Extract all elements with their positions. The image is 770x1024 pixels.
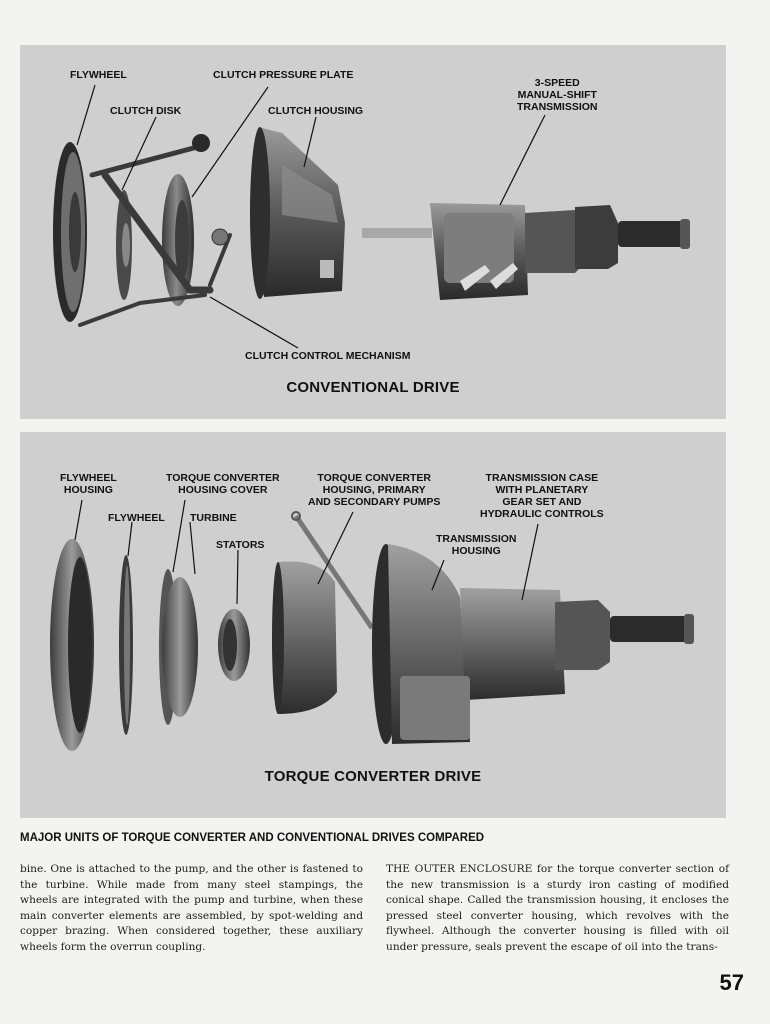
housing-cover-part: [159, 569, 198, 725]
label-clutch-housing: CLUTCH HOUSING: [268, 105, 364, 117]
figure-caption: MAJOR UNITS OF TORQUE CONVERTER AND CONVENTIONAL DRIVES COMPARED: [20, 832, 485, 844]
conventional-drive-title: CONVENTIONAL DRIVE: [286, 379, 460, 396]
clutch-housing-part: [250, 127, 345, 299]
flywheel-housing-part: [50, 539, 94, 751]
label-transmission-case: TRANSMISSION CASE WITH PLANETARY GEAR SET AND HYDRAULIC CONTROLS: [480, 472, 604, 520]
conventional-drive-illustration: [20, 45, 726, 419]
label-flywheel-housing: FLYWHEEL HOUSING: [60, 472, 117, 496]
torque-converter-drive-title: TORQUE CONVERTER DRIVE: [264, 768, 482, 785]
label-clutch-disk: CLUTCH DISK: [110, 105, 182, 117]
label-transmission-housing: TRANSMISSION HOUSING: [436, 533, 517, 557]
body-text-left-column: bine. One is attached to the pump, and the other is fastened to the turbine. While made from many steel stampings, the wheels are integrated with the pump and turbine, when these main converter elements are assembled, by spot-welding and copper brazing. When considered together, these auxiliary wheels form the overrun coupling.: [20, 863, 363, 953]
stators-part: [218, 609, 250, 681]
transmission-assembly-part: [372, 544, 694, 744]
label-converter-housing-pumps: TORQUE CONVERTER HOUSING, PRIMARY AND SECONDARY PUMPS: [308, 472, 441, 508]
label-flywheel: FLYWHEEL: [70, 69, 127, 81]
manual-transmission-part: [362, 203, 690, 300]
torque-converter-drive-figure: [20, 432, 726, 818]
label-clutch-pressure-plate: CLUTCH PRESSURE PLATE: [213, 69, 354, 81]
body-text-right-column: THE OUTER ENCLOSURE for the torque converter section of the new transmission is a sturdy iron casting of modified conical shape. Called the transmission housing, it encloses the pressed steel converter housing, which revolves with the flywheel. Although the converter housing is filled with oil under pressure, seals prevent the escape of oil into the trans-: [386, 863, 729, 953]
conventional-drive-figure: [20, 45, 726, 419]
flywheel-part: [53, 142, 87, 322]
label-turbine: TURBINE: [190, 512, 237, 524]
label-clutch-control-mechanism: CLUTCH CONTROL MECHANISM: [245, 350, 411, 362]
flywheel-part-2: [119, 555, 133, 735]
clutch-control-mechanism-part: [80, 134, 230, 325]
page-number: 57: [719, 970, 744, 995]
label-housing-cover: TORQUE CONVERTER HOUSING COVER: [166, 472, 280, 496]
label-stators: STATORS: [216, 539, 265, 551]
label-manual-transmission: 3-SPEED MANUAL-SHIFT TRANSMISSION: [517, 77, 598, 113]
label-flywheel-2: FLYWHEEL: [108, 512, 165, 524]
converter-housing-part: [272, 512, 372, 714]
